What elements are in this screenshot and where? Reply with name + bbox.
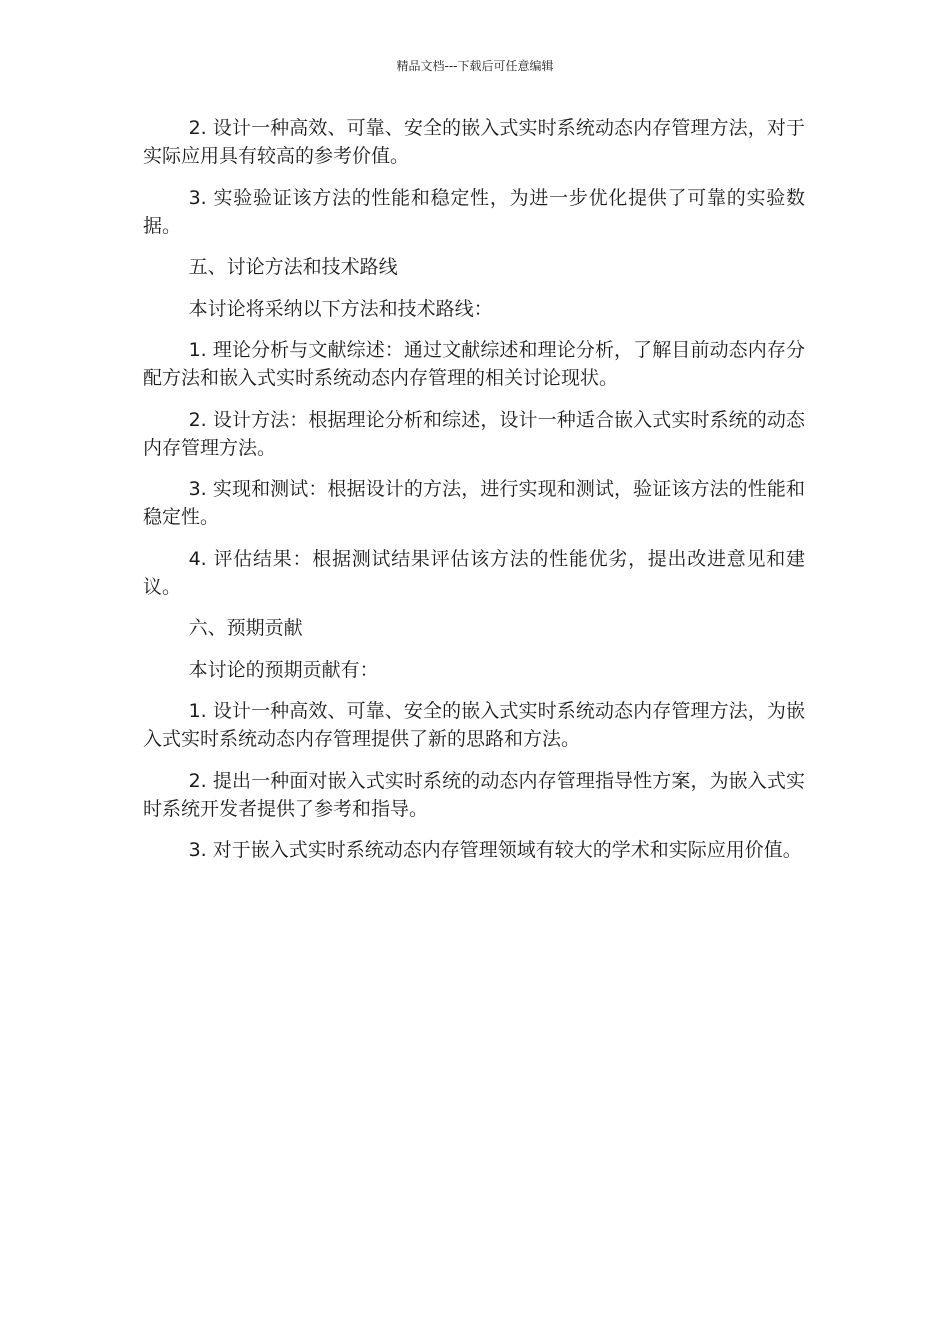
paragraph-contributions-intro: 本讨论的预期贡献有： <box>188 658 379 681</box>
section-heading-methods: 五、讨论方法和技术路线 <box>188 256 398 278</box>
paragraph-objective-2: 2. 设计一种高效、可靠、安全的嵌入式实时系统动态内存管理方法，对于实际应用具有较高的参考价值。 <box>143 117 805 167</box>
page-header: 精品文档---下载后可任意编辑 <box>396 59 554 73</box>
paragraph-method-1: 1. 理论分析与文献综述：通过文献综述和理论分析，了解目前动态内存分配方法和嵌入式实时系统动态内存管理的相关讨论现状。 <box>143 339 805 389</box>
paragraph-methods-intro: 本讨论将采纳以下方法和技术路线： <box>188 297 493 320</box>
paragraph-method-3: 3. 实现和测试：根据设计的方法，进行实现和测试，验证该方法的性能和稳定性。 <box>143 478 805 528</box>
paragraph-objective-3: 3. 实验验证该方法的性能和稳定性，为进一步优化提供了可靠的实验数据。 <box>143 186 805 237</box>
document-body <box>143 114 805 878</box>
paragraph-contribution-2: 2. 提出一种面对嵌入式实时系统的动态内存管理指导性方案，为嵌入式实时系统开发者提供了参考和指导。 <box>143 769 805 820</box>
paragraph-contribution-1: 1. 设计一种高效、可靠、安全的嵌入式实时系统动态内存管理方法，为嵌入式实时系统动态内存管理提供了新的思路和方法。 <box>143 700 805 750</box>
paragraph-method-4: 4. 评估结果：根据测试结果评估该方法的性能优劣，提出改进意见和建议。 <box>143 547 805 598</box>
section-heading-contributions: 六、预期贡献 <box>188 617 303 639</box>
paragraph-method-2: 2. 设计方法：根据理论分析和综述，设计一种适合嵌入式实时系统的动态内存管理方法。 <box>143 408 805 459</box>
paragraph-contribution-3: 3. 对于嵌入式实时系统动态内存管理领域有较大的学术和实际应用价值。 <box>188 839 802 861</box>
